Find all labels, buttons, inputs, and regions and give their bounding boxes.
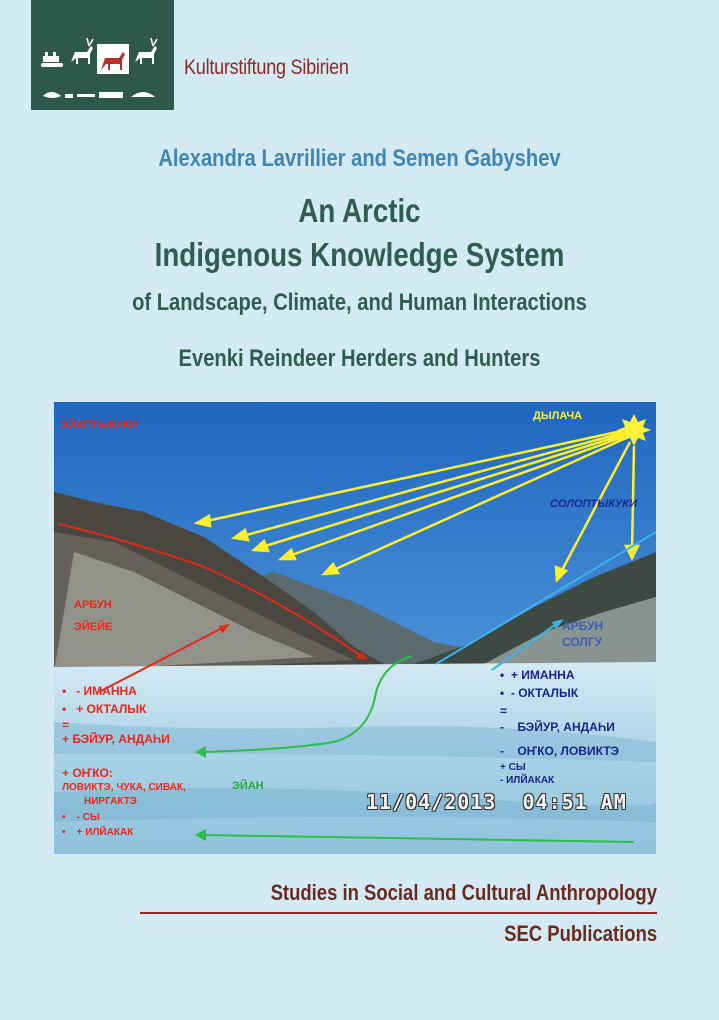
- list-item: НИРГАКТЭ: [84, 796, 137, 807]
- list-item: + БЭЙУР, АНДАҺИ: [62, 732, 170, 746]
- list-item: • + ОКТАЛЫК: [62, 702, 147, 716]
- left-list: [62, 684, 186, 842]
- photo-timestamp: 11/04/2013 04:51 AM: [366, 790, 627, 814]
- list-item: • + ИМАННА: [500, 668, 575, 682]
- publisher-name: Kulturstiftung Sibirien: [184, 56, 349, 79]
- book-authors: Alexandra Lavrillier and Semen Gabyshev: [158, 145, 561, 172]
- list-item: - ИЛЙАКАК: [500, 775, 555, 786]
- label-river: ЭЙАН: [232, 780, 264, 792]
- list-item: + ОҤКО:: [62, 766, 113, 780]
- book-subtitle-2: Evenki Reindeer Herders and Hunters: [178, 345, 541, 372]
- cover-photo: [54, 402, 656, 854]
- list-item: - ОҤКО, ЛОВИКТЭ: [500, 744, 620, 758]
- list-item: • - СЫ: [62, 812, 100, 823]
- book-title-line2: Indigenous Knowledge System: [154, 236, 565, 273]
- list-item: =: [62, 718, 70, 732]
- label-slope-right-1: АРБУН: [562, 619, 604, 633]
- series-title: Studies in Social and Cultural Anthropology: [270, 880, 657, 905]
- right-list: [500, 668, 619, 788]
- book-subtitle: of Landscape, Climate, and Human Interactions: [132, 289, 587, 316]
- label-west: ЭЙАПТЫКУКИ: [60, 419, 138, 431]
- list-item: • - ОКТАЛЫК: [500, 686, 579, 700]
- label-slope-right-2: СОЛГУ: [562, 635, 603, 649]
- label-slope-left-1: АРБУН: [74, 599, 112, 611]
- publisher-logo: [31, 0, 174, 110]
- imprint: SEC Publications: [503, 921, 657, 946]
- list-item: ЛОВИКТЭ, ЧУКА, СИВАК,: [62, 782, 186, 793]
- list-item: =: [500, 704, 508, 718]
- reindeer-logo-icon: [31, 0, 174, 110]
- label-sun: ДЫЛАЧА: [533, 410, 583, 422]
- list-item: + СЫ: [500, 762, 526, 773]
- book-title-line1: An Arctic: [298, 192, 421, 229]
- list-item: - БЭЙУР, АНДАҺИ: [500, 720, 615, 734]
- label-slope-left-2: ЭЙЕЙЕ: [74, 621, 113, 633]
- list-item: • - ИМАННА: [62, 684, 137, 698]
- list-item: • + ИЛЙАКАК: [62, 827, 134, 838]
- divider: [140, 912, 657, 914]
- label-east: СОЛОПТЫКУКИ: [550, 498, 637, 510]
